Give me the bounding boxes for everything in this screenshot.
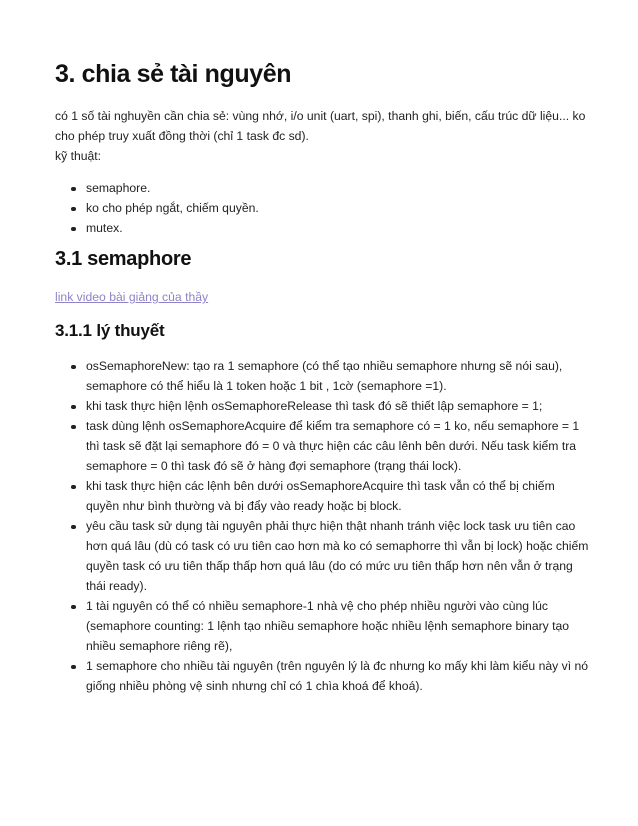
list-item: osSemaphoreNew: tạo ra 1 semaphore (có thể tạo nhiều semaphore nhưng sẽ nói sau), semaphore có thể hiểu là 1 token hoặc 1 bit , 1cờ (semaphore =1).: [55, 356, 591, 396]
video-link[interactable]: link video bài giảng của thầy: [55, 290, 209, 304]
list-item: khi task thực hiện lệnh osSemaphoreRelease thì task đó sẽ thiết lập semaphore = 1;: [55, 396, 591, 416]
list-item: 1 tài nguyên có thể có nhiều semaphore-1 nhà vệ cho phép nhiều người vào cùng lúc (semaphore counting: 1 lệnh tạo nhiều semaphore hoặc nhiều lệnh semaphore binary tạo nhiều semaphore riêng rẽ),: [55, 596, 591, 656]
theory-title: 3.1.1 lý thuyết: [55, 321, 165, 340]
technique-label: kỹ thuật:: [55, 149, 102, 163]
list-item: yêu cầu task sử dụng tài nguyên phải thực hiện thật nhanh tránh việc lock task ưu tiên cao hơn quá lâu (dù có task có ưu tiên cao hơn mà ko có semaphorre thì vẫn bị lock) hoặc chiếm quyền task có ưu tiên thấp thấp hơn quá lâu (do có mức ưu tiên thấp hơn nên vẫn ở trạng thái ready).: [55, 516, 591, 596]
list-item: ko cho phép ngắt, chiếm quyền.: [55, 198, 259, 218]
subsection-title: 3.1 semaphore: [55, 248, 192, 270]
theory-list: [55, 356, 591, 696]
list-item: khi task thực hiện các lệnh bên dưới osSemaphoreAcquire thì task vẫn có thể bị chiếm quyền như bình thường và bị đẩy vào ready hoặc bị block.: [55, 476, 591, 516]
intro-paragraph: có 1 số tài nghuyền cần chia sẻ: vùng nhớ, i/o unit (uart, spi), thanh ghi, biến, cấu trúc dữ liệu... ko cho phép truy xuất đồng thời (chỉ 1 task đc sd).: [55, 109, 586, 143]
list-item: 1 semaphore cho nhiều tài nguyên (trên nguyên lý là đc nhưng ko mấy khi làm kiểu này vì nó giống nhiều phòng vệ sinh nhưng chỉ có 1 chìa khoá để khoá).: [55, 656, 591, 696]
section-title: 3. chia sẻ tài nguyên: [55, 60, 292, 88]
list-item: semaphore.: [55, 178, 259, 198]
list-item: mutex.: [55, 218, 259, 238]
technique-list: [55, 178, 259, 238]
list-item: task dùng lệnh osSemaphoreAcquire để kiểm tra semaphore có = 1 ko, nếu semaphore = 1 thì task sẽ đặt lại semaphore đó = 0 và thực hiện các câu lênh bên dưới. Nếu task kiểm tra semaphore = 0 thì task đó sẽ ở hàng đợi semaphore (trạng thái lock).: [55, 416, 591, 476]
